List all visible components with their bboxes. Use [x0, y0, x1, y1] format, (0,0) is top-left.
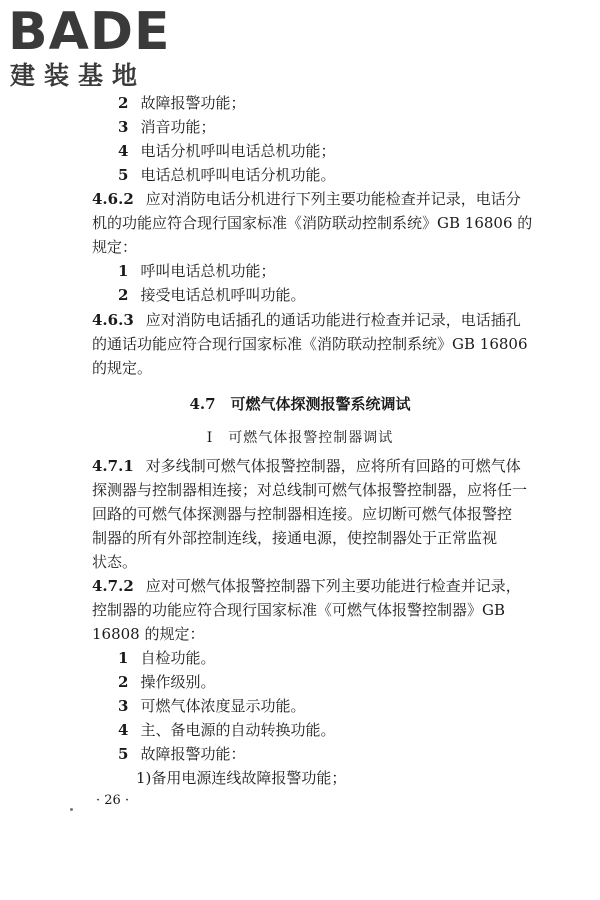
list-item: 2 接受电话总机呼叫功能。 [118, 286, 306, 304]
page-number: · 26 · [96, 793, 130, 808]
list-item: 2 故障报警功能； [118, 94, 246, 112]
list-item: 1 呼叫电话总机功能； [118, 262, 276, 280]
clause-4-6-3: 4.6.3 应对消防电话插孔的通话功能进行检查并记录，电话插孔 [92, 311, 521, 329]
clause-4-7-1: 4.7.1 对多线制可燃气体报警控制器，应将所有回路的可燃气体 [92, 457, 521, 475]
list-item: 5 电话总机呼叫电话分机功能。 [118, 166, 336, 184]
scan-speck [70, 808, 73, 811]
section-heading: 4.7 可燃气体探测报警系统调试 [189, 395, 411, 413]
clause-text: 规定： [92, 238, 138, 256]
list-item: 1 自检功能。 [118, 649, 216, 667]
sub-list-item: 1)备用电源连线故障报警功能； [136, 769, 347, 787]
subsection-heading: Ⅰ 可燃气体报警控制器调试 [206, 430, 394, 446]
list-item: 3 可燃气体浓度显示功能。 [118, 697, 306, 715]
clause-text: 机的功能应符合现行国家标准《消防联动控制系统》GB 16806 的 [92, 214, 533, 232]
list-item: 4 电话分机呼叫电话总机功能； [118, 142, 336, 160]
clause-text: 控制器的功能应符合现行国家标准《可燃气体报警控制器》GB [92, 601, 506, 619]
clause-text: 制器的所有外部控制连线，接通电源，使控制器处于正常监视 [92, 529, 498, 547]
clause-text: 的通话功能应符合现行国家标准《消防联动控制系统》GB 16806 [92, 335, 528, 353]
list-item: 4 主、备电源的自动转换功能。 [118, 721, 336, 739]
clause-4-7-2: 4.7.2 应对可燃气体报警控制器下列主要功能进行检查并记录， [92, 577, 521, 595]
clause-text: 的规定。 [92, 359, 153, 377]
clause-text: 回路的可燃气体探测器与控制器相连接。应切断可燃气体报警控 [92, 505, 513, 523]
clause-text: 16808 的规定： [92, 625, 205, 643]
clause-text: 探测器与控制器相连接；对总线制可燃气体报警控制器，应将任一 [92, 481, 528, 499]
list-item: 2 操作级别。 [118, 673, 216, 691]
clause-4-6-2: 4.6.2 应对消防电话分机进行下列主要功能检查并记录，电话分 [92, 190, 521, 208]
clause-text: 状态。 [92, 553, 138, 571]
logo-wordmark: BADE [8, 2, 171, 62]
list-item: 5 故障报警功能： [118, 745, 246, 763]
list-item: 3 消音功能； [118, 118, 216, 136]
logo-subtitle: 建装基地 [10, 61, 147, 90]
